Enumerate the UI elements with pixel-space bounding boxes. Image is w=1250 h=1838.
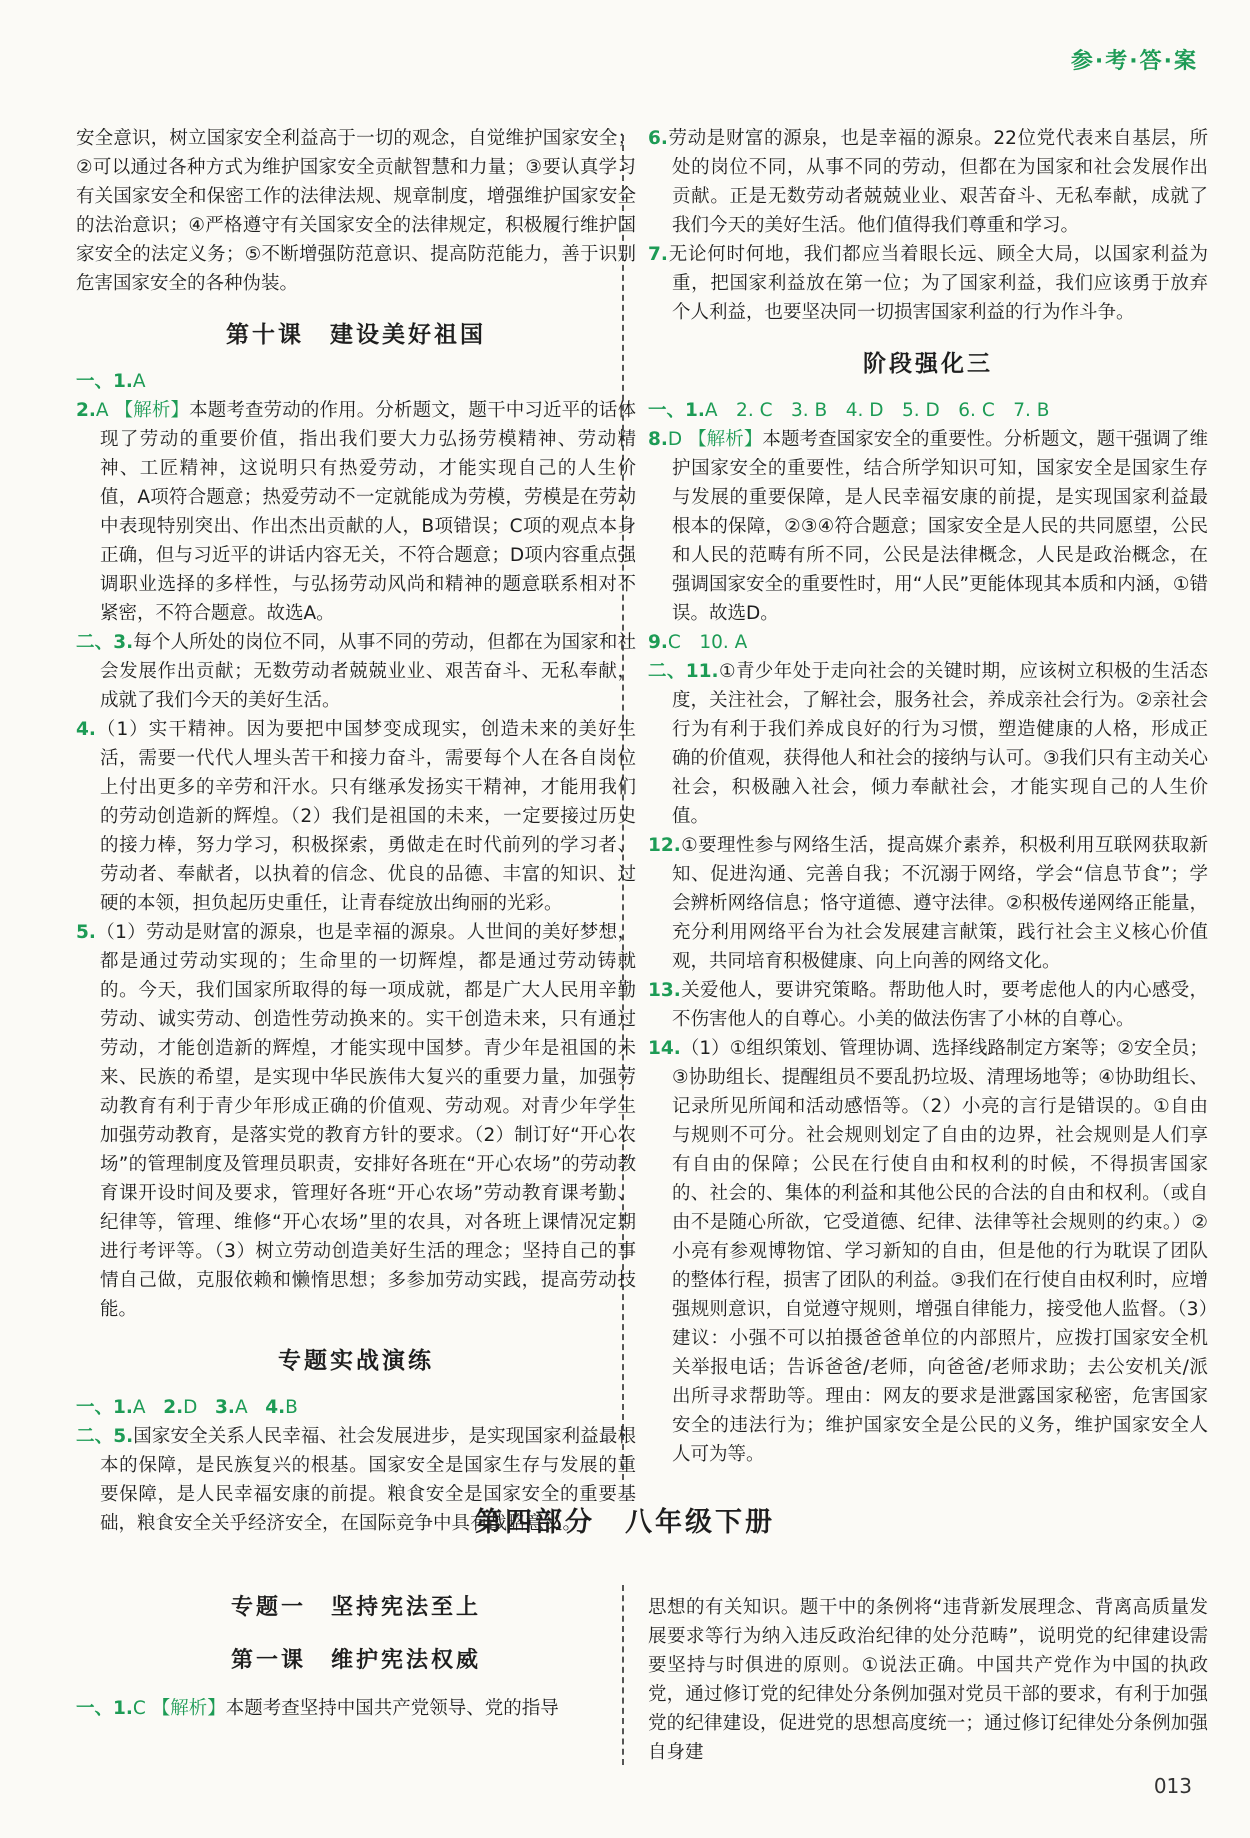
l10-q1: 一、1.A xyxy=(76,371,146,392)
header-tag: 参·考·答·案 xyxy=(1070,49,1198,74)
intro-paragraph: 安全意识，树立国家安全利益高于一切的观念，自觉维护国家安全；②可以通过各种方式为维护国家安全贡献智慧和力量；③要认真学习有关国家安全和保密工作的法律法规、规章制度，增强维护国家安全的法治意识；④严格遵守有关国家安全的法律规定，积极履行维护国家安全的法定义务；⑤不断增强防范意识、提高防范能力，善于识别危害国家安全的各种伪装。 xyxy=(76,128,636,294)
part4-title: 第四部分 八年级下册 xyxy=(475,1507,775,1538)
stage-q14: 14.（1）①组织策划、管理协调、选择线路制定方案等；②安全员；③协助组长、提醒组员不要乱扔垃圾、清理场地等；④协助组长、记录所见所闻和活动感悟等。（2）小亮的言行是错误的。①自由与规则不可分。社会规则划定了自由的边界，社会规则是人们享有自由的保障；公民在行使自由和权利的时候，不得损害国家的、社会的、集体的利益和其他公民的合法的自由和权利。（或自由不是随心所欲，它受道德、纪律、法律等社会规则的约束。）②小亮有参观博物馆、学习新知的自由，但是他的行为耽误了团队的整体行程，损害了团队的利益。③我们在行使自由权利时，应增强规则意识，自觉遵守规则，增强自律能力，接受他人监督。（3）建议：小强不可以拍摄爸爸单位的内部照片，应拨打国家安全机关举报电话；告诉爸爸/老师，向爸爸/老师求助；去公安机关/派出所寻求帮助等。理由：网友的要求是泄露国家秘密，危害国家安全的违法行为；维护国家安全是公民的义务，维护国家安全人人可为等。 xyxy=(648,1038,1208,1465)
page-number: 013 xyxy=(1153,1774,1192,1798)
q6: 6.劳动是财富的源泉，也是幸福的源泉。22位党代表来自基层，所处的岗位不同，从事不同的劳动，但都在为国家和社会发展作出贡献。正是无数劳动者兢兢业业、艰苦奋斗、无私奉献，成就了我们今天的美好生活。他们值得我们尊重和学习。 xyxy=(648,128,1208,236)
topic1-title: 专题一 坚持宪法至上 xyxy=(230,1595,481,1620)
stage-q12: 12.①要理性参与网络生活，提高媒介素养，积极利用互联网获取新知、促进沟通、完善自我；不沉溺于网络，学会“信息节食”；学会辨析网络信息；恪守道德、遵守法律。②积极传递网络正能量，充分利用网络平台为社会发展建言献策，践行社会主义核心价值观，共同培育积极健康、向上向善的网络文化。 xyxy=(648,835,1208,972)
special-practice-title: 专题实战演练 xyxy=(278,1348,434,1374)
l10-q5: 5.（1）劳动是财富的源泉，也是幸福的源泉。人世间的美好梦想，都是通过劳动实现的；生命里的一切辉煌，都是通过劳动铸就的。今天，我们国家所取得的每一项成就，都是广大人民用辛勤劳动、诚实劳动、创造性劳动换来的。实干创造未来，只有通过劳动，才能创造新的辉煌，才能实现中国梦。青少年是祖国的未来、民族的希望，是实现中华民族伟大复兴的重要力量，加强劳动教育有利于青少年形成正确的价值观、劳动观。对青少年学生加强劳动教育，是落实党的教育方针的要求。（2）制订好“开心农场”的管理制度及管理员职责，安排好各班在“开心农场”的劳动教育课开设时间及要求，管理好各班“开心农场”劳动教育课考勤、纪律等，管理、维修“开心农场”里的农具，对各班上课情况定期进行考评等。（3）树立劳动创造美好生活的理念；坚持自己的事情自己做，克服依赖和懒惰思想；多参加劳动实践，提高劳动技能。 xyxy=(76,922,636,1320)
part4-right-text: 思想的有关知识。题干中的条例将“违背新发展理念、背离高质量发展要求等行为纳入违反政治纪律的处分范畴”，说明党的纪律建设需要坚持与时俱进的原则。①说法正确。中国共产党作为中国的执政党，通过修订党的纪律处分条例加强对党员干部的要求，有利于加强党的纪律建设，促进党的思想高度统一；通过修订纪律处分条例加强自身建 xyxy=(648,1597,1208,1763)
left-column xyxy=(76,124,636,1538)
stage-q11: 二、11.①青少年处于走向社会的关键时期，应该树立积极的生活态度，关注社会，了解社会，服务社会，养成亲社会行为。②亲社会行为有利于我们养成良好的行为习惯，塑造健康的人格，形成正确的价值观，获得他人和社会的接纳与认可。③我们只有主动关心社会，积极融入社会，倾力奉献社会，才能实现自己的人生价值。 xyxy=(648,661,1208,827)
lesson1-title: 第一课 维护宪法权威 xyxy=(230,1648,481,1673)
stage-q9-10: 9.C 10. A xyxy=(648,632,748,653)
l10-q4: 4.（1）实干精神。因为要把中国梦变成现实，创造未来的美好生活，需要一代代人埋头苦干和接力奋斗，需要每个人在各自岗位上付出更多的辛劳和汗水。只有继承发扬实干精神，才能用我们的劳动创造新的辉煌。（2）我们是祖国的未来，一定要接过历史的接力棒，努力学习，积极探索，勇做走在时代前列的学习者、劳动者、奉献者，以执着的信念、优良的品德、丰富的知识、过硬的本领，担负起历史重任，让青春绽放出绚丽的光彩。 xyxy=(76,719,636,914)
stage-q13: 13.关爱他人，要讲究策略。帮助他人时，要考虑他人的内心感受，不伤害他人的自尊心。小美的做法伤害了小林的自尊心。 xyxy=(648,980,1208,1030)
lesson10-title: 第十课 建设美好祖国 xyxy=(226,322,486,348)
q7: 7.无论何时何地，我们都应当着眼长远、顾全大局，以国家利益为重，把国家利益放在第一位；为了国家利益，我们应该勇于放弃个人利益，也要坚决同一切损害国家利益的行为作斗争。 xyxy=(648,244,1208,323)
l10-q2: 2.A 【解析】本题考查劳动的作用。分析题文，题干中习近平的话体现了劳动的重要价值，指出我们要大力弘扬劳模精神、劳动精神、工匠精神，这说明只有热爱劳动，才能实现自己的人生价值，A项符合题意；热爱劳动不一定就能成为劳模，劳模是在劳动中表现特别突出、作出杰出贡献的人，B项错误；C项的观点本身正确，但与习近平的讲话内容无关，不符合题意；D项内容重点强调职业选择的多样性，与弘扬劳动风尚和精神的题意联系相对不紧密，不符合题意。故选A。 xyxy=(76,400,636,624)
part4-left xyxy=(76,1590,636,1723)
stage-mc-answers: 一、1.A 2. C 3. B 4. D 5. D 6. C 7. B xyxy=(648,400,1050,421)
stage-q8: 8.D 【解析】本题考查国家安全的重要性。分析题文，题干强调了维护国家安全的重要性，结合所学知识可知，国家安全是国家生存与发展的重要保障，是人民幸福安康的前提，是实现国家利益最根本的保障，②③④符合题意；国家安全是人民的共同愿望，公民和人民的范畴有所不同，公民是法律概念，人民是政治概念，在强调国家安全的重要性时，用“人民”更能体现其本质和内涵，①错误。故选D。 xyxy=(648,429,1208,624)
part4-right xyxy=(648,1593,1208,1767)
right-column xyxy=(648,124,1208,1469)
sp-q5: 二、5.国家安全关系人民幸福、社会发展进步，是实现国家利益最根本的保障，是民族复兴的根基。国家安全是国家生存与发展的重要保障，是人民幸福安康的前提。粮食安全是国家安全的重要基础，粮食安全关乎经济安全，在国际竞争中具有战略意义。 xyxy=(76,1426,636,1534)
stage-title: 阶段强化三 xyxy=(863,351,993,377)
part4-q1: 一、1.C 【解析】本题考查坚持中国共产党领导、党的指导 xyxy=(76,1698,559,1719)
l10-q3: 二、3.每个人所处的岗位不同，从事不同的劳动，但都在为国家和社会发展作出贡献；无数劳动者兢兢业业、艰苦奋斗、无私奉献，成就了我们今天的美好生活。 xyxy=(76,632,636,711)
sp-mc-answers: 一、1.A 2.D 3.A 4.B xyxy=(76,1397,298,1418)
